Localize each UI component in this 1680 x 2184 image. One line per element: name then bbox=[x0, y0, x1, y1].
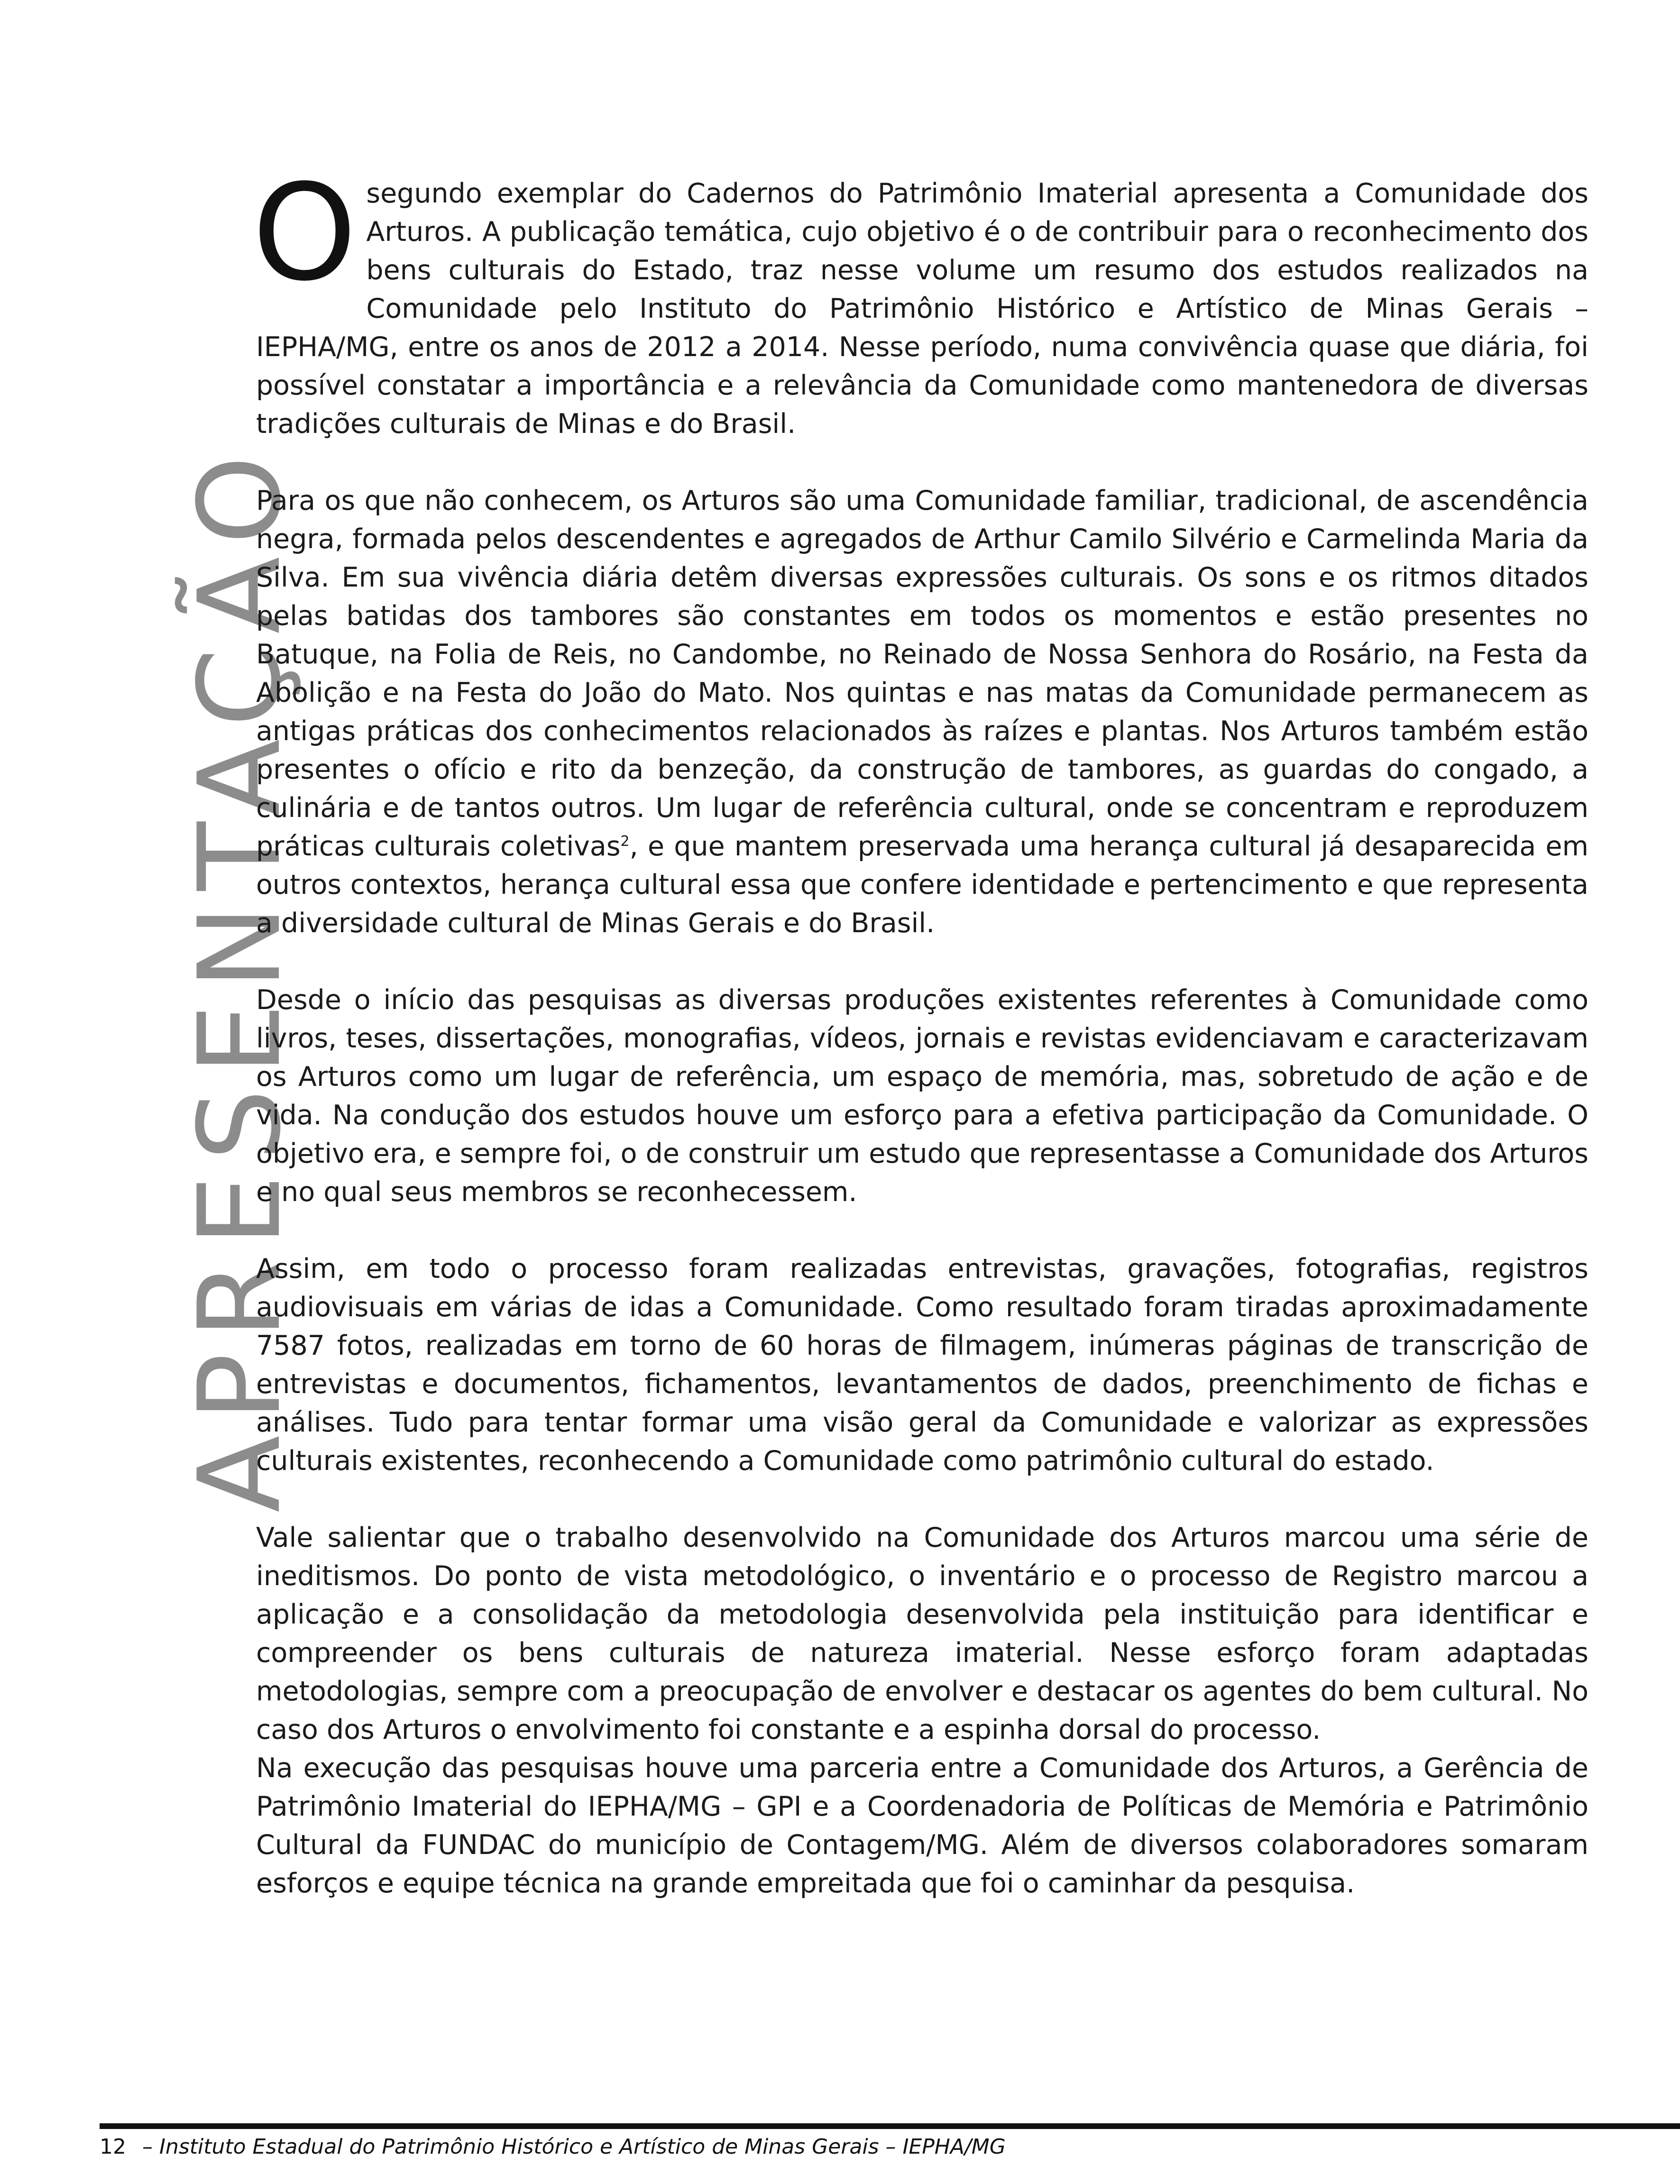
paragraph-methodology: Vale salientar que o trabalho desenvolvido na Comunidade dos Arturos marcou uma série de ineditismos. Do ponto de vista metodológico, o inventário e o processo de Registro marcou a aplicação e a consolidação da metodologia desenvolvida pela instituição para identificar e compreender os bens culturais de natureza imaterial. Nesse esforço foram adaptadas metodologias, sempre com a preocupação de envolver e destacar os agentes do bem cultural. No caso dos Arturos o envolvimento foi constante e a espinha dorsal do processo. bbox=[256, 1522, 1588, 1745]
page-number: 12 bbox=[100, 2135, 126, 2159]
footer-text: – Instituto Estadual do Patrimônio Histórico e Artístico de Minas Gerais – IEPHA/MG bbox=[142, 2135, 1006, 2159]
paragraph-arturos-description bbox=[256, 482, 1588, 943]
page-footer bbox=[100, 2135, 1006, 2159]
paragraph-process: Assim, em todo o processo foram realizadas entrevistas, gravações, fotografias, registros audiovisuais em várias de idas a Comunidade. Como resultado foram tiradas aproximadamente 7587 fotos, realizadas em torno de 60 horas de filmagem, inúmeras páginas de transcrição de entrevistas e documentos, fichamentos, levantamentos de dados, preenchimento de fichas e análises. Tudo para tentar formar uma visão geral da Comunidade e valorizar as expressões culturais existentes, reconhecendo a Comunidade como patrimônio cultural do estado. bbox=[256, 1253, 1588, 1477]
section-title-text: APRESENTAÇÃO bbox=[174, 441, 306, 1513]
footnote-marker: 2 bbox=[620, 833, 630, 850]
paragraph-research-start: Desde o início das pesquisas as diversas produções existentes referentes à Comunidade como livros, teses, dissertações, monografias, vídeos, jornais e revistas evidenciavam e caracterizavam os Arturos como um lugar de referência, um espaço de memória, mas, sobretudo de ação e de vida. Na condução dos estudos houve um esforço para a efetiva participação da Comunidade. O objetivo era, e sempre foi, o de construir um estudo que representasse a Comunidade dos Arturos e no qual seus membros se reconhecessem. bbox=[256, 984, 1588, 1208]
intro-paragraph bbox=[252, 156, 1588, 443]
paragraph-partnership: Na execução das pesquisas houve uma parceria entre a Comunidade dos Arturos, a Gerência de Patrimônio Imaterial do IEPHA/MG – GPI e a Coordenadoria de Políticas de Memória e Patrimônio Cultural da FUNDAC do município de Contagem/MG. Além de diversos colaboradores somaram esforços e equipe técnica na grande empreitada que foi o caminhar da pesquisa. bbox=[256, 1753, 1588, 1899]
paragraph-2-text-b: , e que mantem preservada uma herança cultural já desaparecida em outros contextos, herança cultural essa que confere identidade e pertencimento e que representa a diversidade cultural de Minas Gerais e do Brasil. bbox=[256, 831, 1588, 939]
article-body bbox=[252, 156, 1588, 1903]
intro-text: segundo exemplar do Cadernos do Patrimônio Imaterial apresenta a Comunidade dos Arturos. A publicação temática, cujo objetivo é o de contribuir para o reconhecimento dos bens culturais do Estado, traz nesse volume um resumo dos estudos realizados na Comunidade pelo Instituto do Patrimônio Histórico e Artístico de Minas Gerais – IEPHA/MG, entre os anos de 2012 a 2014. Nesse período, numa convivência quase que diária, foi possível constatar a importância e a relevância da Comunidade como mantenedora de diversas tradições culturais de Minas e do Brasil. bbox=[256, 178, 1588, 440]
drop-cap: O bbox=[252, 156, 357, 311]
footer-divider bbox=[100, 2123, 1680, 2129]
paragraph-2-text-a: Para os que não conhecem, os Arturos são uma Comunidade familiar, tradicional, de ascendência negra, formada pelos descendentes e agregados de Arthur Camilo Silvério e Carmelinda Maria da Silva. Em sua vivência diária detêm diversas expressões culturais. Os sons e os ritmos ditados pelas batidas dos tambores são constantes em todos os momentos e estão presentes no Batuque, na Folia de Reis, no Candombe, no Reinado de Nossa Senhora do Rosário, na Festa da Abolição e na Festa do João do Mato. Nos quintas e nas matas da Comunidade permanecem as antigas práticas dos conhecimentos relacionados às raízes e plantas. Nos Arturos também estão presentes o ofício e rito da benzeção, da construção de tambores, as guardas do congado, a culinária e de tantos outros. Um lugar de referência cultural, onde se concentram e reproduzem práticas culturais coletivas bbox=[256, 485, 1588, 862]
